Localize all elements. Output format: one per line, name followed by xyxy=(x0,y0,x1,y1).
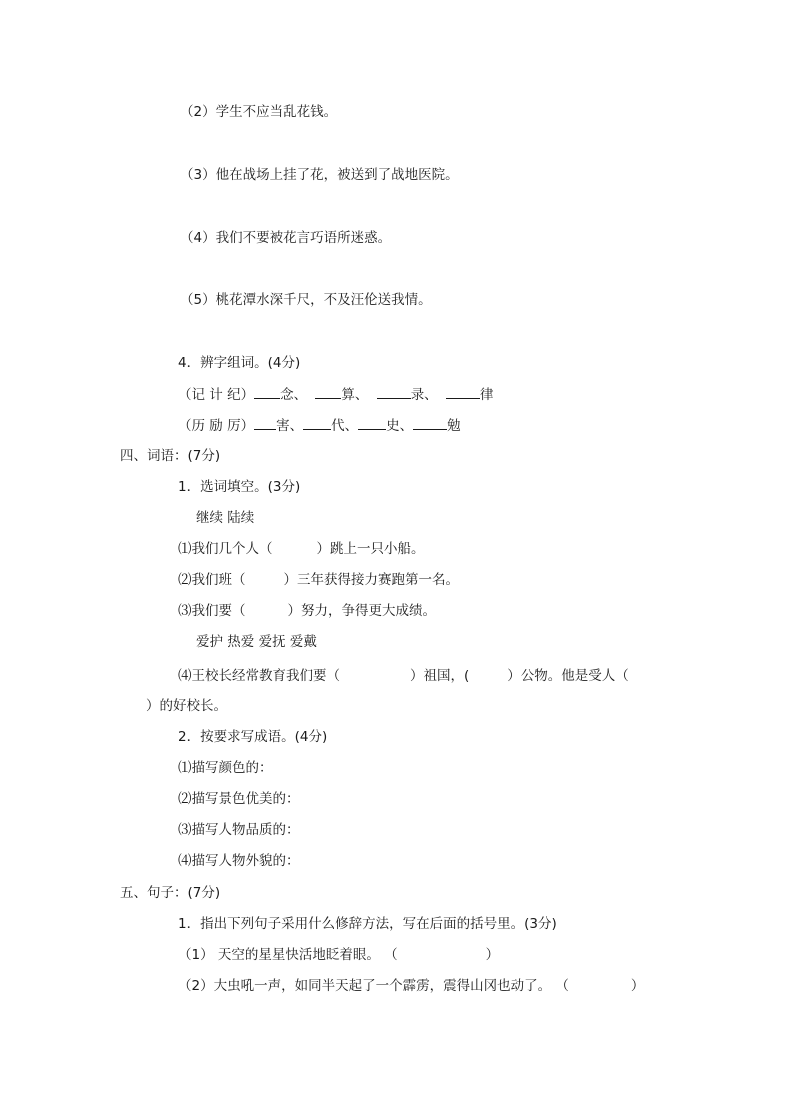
sentence-part: （2）大虫吼一声，如同半天起了一个霹雳，震得山冈也动了。 （ xyxy=(178,978,569,994)
fill-sentence-2 xyxy=(178,571,459,589)
suffix-char: 勉 xyxy=(447,418,461,434)
suffix-char: 念、 xyxy=(280,387,308,403)
suffix-char: 害、 xyxy=(276,418,304,434)
fill-sentence-1 xyxy=(178,540,425,558)
idiom-prompt: ⑷描写人物外貌的： xyxy=(178,853,300,869)
fill-sentence-4-cont: ）的好校长。 xyxy=(146,698,227,714)
question-title: 2．按要求写成语。(4分) xyxy=(178,729,328,745)
word-group-row-1 xyxy=(178,385,493,404)
sentence-part: ）跳上一只小船。 xyxy=(316,541,425,557)
question-title: 1．指出下列句子采用什么修辞方法，写在后面的括号里。(3分) xyxy=(178,916,557,932)
sentence-part: ⑶我们要（ xyxy=(178,603,246,619)
sentence-part: ） xyxy=(485,947,500,963)
rhetoric-sentence-2 xyxy=(178,977,644,995)
suffix-char: 史、 xyxy=(386,418,414,434)
blank[interactable] xyxy=(446,385,480,399)
q3-item-4: （4）我们不要被花言巧语所迷惑。 xyxy=(180,230,392,246)
section-title: 四、词语：(7分) xyxy=(120,448,221,464)
suffix-char: 律 xyxy=(479,387,494,403)
question-title: 4．辨字组词。(4分) xyxy=(178,355,301,371)
blank[interactable] xyxy=(358,416,386,430)
word-choices: 继续 陆续 xyxy=(196,510,255,526)
fill-sentence-3 xyxy=(178,602,436,620)
sentence-part: ）三年获得接力赛跑第一名。 xyxy=(283,572,459,588)
blank[interactable] xyxy=(413,416,447,430)
idiom-prompt: ⑴描写颜色的： xyxy=(178,760,273,776)
sentence-part: ⑵我们班（ xyxy=(178,572,246,588)
section-title: 五、句子：(7分) xyxy=(120,885,221,901)
blank[interactable] xyxy=(254,416,276,430)
suffix-char: 算、 xyxy=(341,387,369,403)
blank[interactable] xyxy=(303,416,331,430)
suffix-char: 录、 xyxy=(410,387,438,403)
blank[interactable] xyxy=(377,385,411,399)
rhetoric-sentence-1 xyxy=(178,946,499,964)
sentence-part: ）祖国，( xyxy=(410,668,470,684)
idiom-prompt: ⑶描写人物品质的： xyxy=(178,822,300,838)
sentence-part: ）公物。他是受人（ xyxy=(507,668,629,684)
suffix-char: 代、 xyxy=(331,418,359,434)
sentence-part: （1） 天空的星星快活地眨着眼。 （ xyxy=(178,947,398,963)
word-group-row-2 xyxy=(178,416,461,435)
sentence-part: ）努力，争得更大成绩。 xyxy=(287,603,436,619)
question-title: 1．选词填空。(3分) xyxy=(178,479,301,495)
sentence-part: ） xyxy=(630,978,645,994)
char-group: （历 励 厉） xyxy=(178,418,255,434)
word-choices: 爱护 热爱 爱抚 爱戴 xyxy=(196,634,317,650)
sentence-part: ⑴我们几个人（ xyxy=(178,541,273,557)
idiom-prompt: ⑵描写景色优美的： xyxy=(178,791,300,807)
char-group: （记 计 纪） xyxy=(178,387,255,403)
blank[interactable] xyxy=(315,385,341,399)
q3-item-2: （2）学生不应当乱花钱。 xyxy=(180,104,338,120)
q3-item-5: （5）桃花潭水深千尺，不及汪伦送我情。 xyxy=(180,292,432,308)
fill-sentence-4 xyxy=(178,667,629,685)
q3-item-3: （3）他在战场上挂了花，被送到了战地医院。 xyxy=(180,167,459,183)
blank[interactable] xyxy=(254,385,280,399)
sentence-part: ⑷王校长经常教育我们要（ xyxy=(178,668,340,684)
